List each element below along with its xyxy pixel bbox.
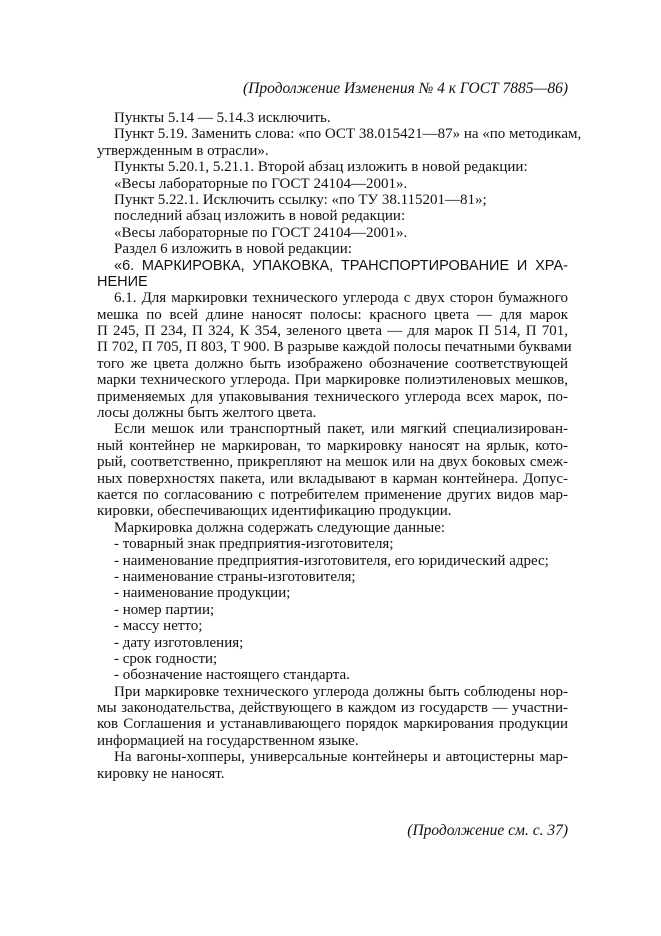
paragraph bbox=[97, 569, 568, 585]
text-line: кировки, обеспечивающих идентификацию продукции. bbox=[97, 503, 452, 520]
text-line: ный контейнер не маркирован, то маркировку наносят на ярлык, кото- bbox=[97, 437, 568, 454]
text-line: рый, соответственно, прикрепляют на мешок или на двух боковых смеж- bbox=[97, 454, 568, 471]
paragraph bbox=[97, 258, 568, 291]
paragraph bbox=[97, 159, 568, 175]
paragraph bbox=[97, 192, 568, 208]
text-line: мешка по всей длине наносят полосы: красного цвета — для марок bbox=[97, 306, 568, 323]
paragraph bbox=[97, 749, 568, 782]
paragraph bbox=[97, 208, 568, 224]
paragraph bbox=[97, 290, 572, 422]
text-line: - дату изготовления; bbox=[114, 634, 244, 651]
text-line: - номер партии; bbox=[114, 601, 215, 618]
text-line: кается по согласованию с потребителем применение других видов мар- bbox=[97, 486, 568, 503]
text-line: ков Соглашения и устанавливающего порядок маркирования продукции bbox=[97, 716, 568, 733]
text-line: Пункты 5.20.1, 5.21.1. Второй абзац изложить в новой редакции: bbox=[114, 159, 528, 176]
text-line: последний абзац изложить в новой редакции: bbox=[114, 208, 406, 225]
text-line: «6. МАРКИРОВКА, УПАКОВКА, ТРАНСПОРТИРОВАНИЕ И ХРА- bbox=[114, 257, 568, 274]
paragraph bbox=[97, 585, 568, 601]
text-line: «Весы лабораторные по ГОСТ 24104—2001». bbox=[114, 224, 408, 241]
text-line: - обозначение настоящего стандарта. bbox=[114, 667, 350, 684]
document-body bbox=[97, 110, 582, 782]
paragraph bbox=[97, 635, 568, 651]
text-line: НЕНИЕ bbox=[97, 273, 148, 290]
running-header: (Продолжение Изменения № 4 к ГОСТ 7885—86) bbox=[243, 80, 568, 97]
text-line: - наименование предприятия-изготовителя, его юридический адрес; bbox=[114, 552, 549, 569]
paragraph bbox=[97, 553, 568, 569]
text-line: Пункты 5.14 — 5.14.3 исключить. bbox=[114, 110, 331, 126]
text-line: «Весы лабораторные по ГОСТ 24104—2001». bbox=[114, 175, 408, 192]
text-line: - наименование страны-изготовителя; bbox=[114, 568, 356, 585]
text-line: - массу нетто; bbox=[114, 618, 203, 635]
text-line: 6.1. Для маркировки технического углерода с двух сторон бумажного bbox=[114, 290, 568, 307]
text-line: марки технического углерода. При маркировке полиэтиленовых мешков, bbox=[97, 372, 568, 389]
paragraph bbox=[97, 536, 568, 552]
text-line: При маркировке технического углерода должны быть соблюдены нор- bbox=[114, 683, 568, 700]
continuation-footer: (Продолжение см. с. 37) bbox=[407, 822, 568, 839]
text-line: Раздел 6 изложить в новой редакции: bbox=[114, 241, 352, 258]
paragraph bbox=[97, 126, 582, 159]
paragraph bbox=[97, 176, 568, 192]
text-line: лосы должны быть желтого цвета. bbox=[97, 405, 317, 422]
text-line: П 702, П 705, П 803, Т 900. В разрыве каждой полосы печатными буквами bbox=[97, 339, 572, 356]
paragraph bbox=[97, 241, 568, 257]
text-line: утвержденным в отрасли». bbox=[97, 142, 269, 159]
text-line: - наименование продукции; bbox=[114, 585, 291, 602]
text-line: Пункт 5.22.1. Исключить ссылку: «по ТУ 38.115201—81»; bbox=[114, 191, 487, 208]
paragraph bbox=[97, 684, 568, 750]
text-line: П 245, П 234, П 324, К 354, зеленого цвета — для марок П 514, П 701, bbox=[97, 323, 568, 340]
text-line: - срок годности; bbox=[114, 650, 218, 667]
text-line: На вагоны-хопперы, универсальные контейнеры и автоцистерны мар- bbox=[114, 749, 568, 766]
paragraph bbox=[97, 520, 568, 536]
text-line: кировку не наносят. bbox=[97, 765, 225, 782]
paragraph bbox=[97, 421, 568, 519]
text-line: того же цвета должно быть изображено обозначение соответствующей bbox=[97, 355, 568, 372]
text-line: - товарный знак предприятия-изготовителя; bbox=[114, 536, 394, 553]
paragraph bbox=[97, 651, 568, 667]
text-line: Если мешок или транспортный пакет, или мягкий специализирован- bbox=[114, 421, 568, 438]
text-line: информацией на государственном языке. bbox=[97, 732, 359, 749]
text-line: применяемых для упаковывания технического углерода всех марок, по- bbox=[97, 388, 568, 405]
text-line: мы законодательства, действующего в каждом из государств — участни- bbox=[97, 700, 568, 717]
text-line: Пункт 5.19. Заменить слова: «по ОСТ 38.015421—87» на «по методикам, bbox=[114, 126, 582, 143]
paragraph bbox=[97, 225, 568, 241]
paragraph bbox=[97, 602, 568, 618]
paragraph bbox=[97, 110, 568, 126]
text-line: Маркировка должна содержать следующие данные: bbox=[114, 519, 446, 536]
text-line: ных поверхностях пакета, или вкладывают в карман контейнера. Допус- bbox=[97, 470, 568, 487]
paragraph bbox=[97, 667, 568, 683]
paragraph bbox=[97, 618, 568, 634]
